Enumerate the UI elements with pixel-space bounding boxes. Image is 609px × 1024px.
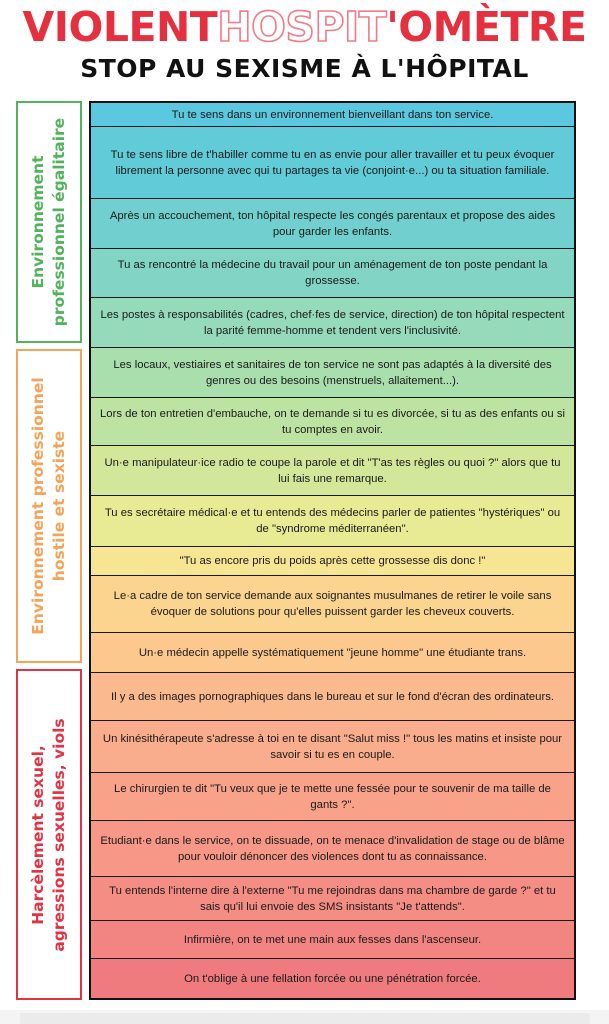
scale-row: Tu te sens dans un environnement bienveillant dans ton service. [91,103,574,127]
category-harcelement-violences [16,669,82,1000]
category-label-line1: Environnement professionnel [29,377,47,635]
category-label-line1: Harcèlement sexuel, [29,744,47,925]
poster-subtitle: STOP AU SEXISME À L'HÔPITAL [80,54,529,83]
category-label [28,118,70,326]
category-label [28,718,70,951]
scale-row: Après un accouchement, ton hôpital respecte les congés parentaux et propose des aides pour garder les enfants. [91,199,574,249]
scale-row: Les locaux, vestiaires et sanitaires de ton service ne sont pas adaptés à la diversité des genres ou des besoins (menstruels, allaitement...). [91,348,574,398]
poster-title [0,4,609,50]
category-hostile-sexiste [16,349,82,663]
scale-row: Tu entends l'interne dire à l'externe "Tu me rejoindras dans ma chambre de garde ?" et tu sais qu'il lui envoie des SMS insistants "Je t'attends". [91,877,574,921]
scale-row: "Tu as encore pris du poids après cette grossesse dis donc !" [91,547,574,576]
scale-row: Tu es secrétaire médical·e et tu entends des médecins parler de patientes "hystériques" ou de "syndrome méditerranéen". [91,496,574,547]
scale-row: Tu te sens libre de t'habiller comme tu en as envie pour aller travailler et tu peux évoquer librement la personne avec qui tu partages ta vie (conjoint·e...) ou ta situation familiale. [91,127,574,199]
scale-row: Il y a des images pornographiques dans le bureau et sur le fond d'écran des ordinateurs. [91,673,574,721]
scale-row: Infirmière, on te met une main aux fesses dans l'ascenseur. [91,921,574,959]
scale-row: Un·e manipulateur·ice radio te coupe la parole et dit "T'as tes règles ou quoi ?" alors que tu lui fais une remarque. [91,446,574,496]
title-part-ometre: 'OMÈTRE [386,3,587,51]
category-label-line2: professionnel égalitaire [50,117,68,327]
scale-row: Un·e médecin appelle systématiquement "jeune homme" une étudiante trans. [91,633,574,673]
scale-row: Le·a cadre de ton service demande aux soignantes musulmanes de retirer le voile sans évoquer de solutions pour qu'elles puissent garder les cheveux couverts. [91,576,574,633]
category-label [28,377,70,634]
scale-row: Lors de ton entretien d'embauche, on te demande si tu es divorcée, si tu as des enfants ou si tu comptes en avoir. [91,398,574,446]
category-egalitaire [16,101,82,343]
title-part-violent: VIOLENT [22,3,218,51]
scale-rows [89,101,576,1000]
category-label-line2: hostile et sexiste [50,430,68,582]
category-label-line2: agressions sexuelles, viols [50,717,68,952]
scale-row: Tu as rencontré la médecine du travail pour un aménagement de ton poste pendant la grossesse. [91,249,574,298]
scroll-strip [20,1013,590,1024]
scale-row: Un kinésithérapeute s'adresse à toi en te disant "Salut miss !" tous les matins et insiste pour savoir si tu es en couple. [91,721,574,773]
scale-row: Etudiant·e dans le service, on te dissuade, on te menace d'invalidation de stage ou de blâme pour vouloir dénoncer des violences dont tu as connaissance. [91,821,574,877]
category-label-line1: Environnement [29,155,47,289]
scale-row: Le chirurgien te dit "Tu veux que je te mette une fessée pour te souvenir de ma taille de gants ?". [91,773,574,821]
scale-row: Les postes à responsabilités (cadres, chef·fes de service, direction) de ton hôpital respectent la parité femme-homme et tendent vers l'inclusivité. [91,298,574,348]
title-part-hospit: HOSPIT [217,3,387,51]
scale-row: On t'oblige à une fellation forcée ou une pénétration forcée. [91,959,574,998]
